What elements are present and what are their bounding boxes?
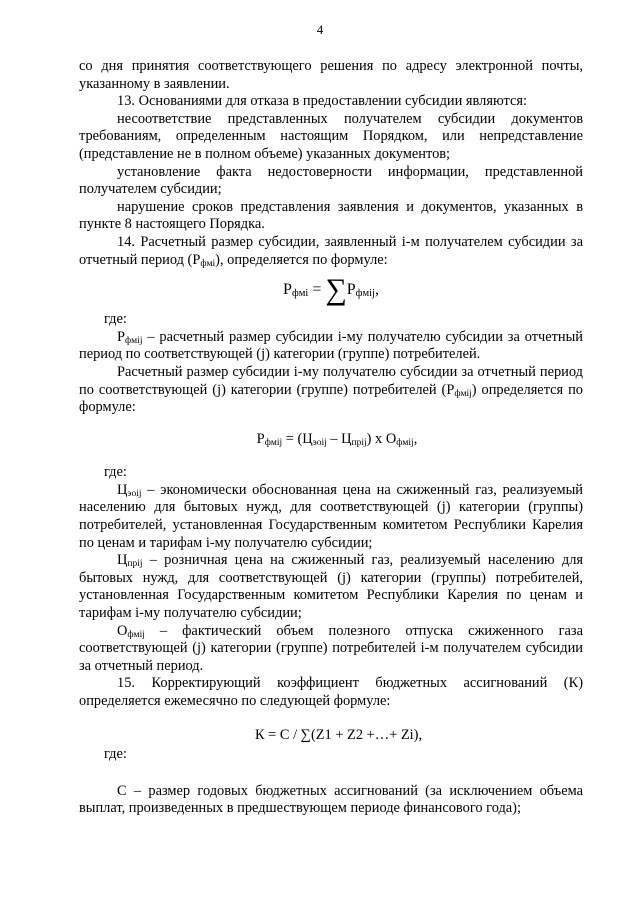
definition-c: С – размер годовых бюджетных ассигнований (за исключением объема выплат, произведенных в предшествующем периоде финансового года); <box>79 782 583 817</box>
paragraph-continuation: со дня принятия соответствующего решения по адресу электронной почты, указанному в заявлении. <box>79 58 583 92</box>
document-body <box>79 58 583 818</box>
formula-category-subsidy: $Р_{фмij} = (Ц_{эоij} - Ц_{прij})$ х $О_{фмij}$, <box>256 430 418 448</box>
paragraph-14: 14. Расчетный размер субсидии, заявленный i-м получателем субсидии за отчетный период $(Р_{фмi})$, определяется по формуле: <box>79 233 583 269</box>
paragraph-13: 13. Основаниями для отказа в предоставлении субсидии являются: <box>117 93 527 110</box>
sigma-symbol: ∑ <box>325 273 347 307</box>
definition-o-fmij: $О_{фмij}$ – фактический объем полезного отпуска сжиженного газа соответствующей (j) категории (группе) потребителей i-м получателем субсидии за отчетный период. <box>79 622 583 674</box>
formula-correction-coefficient: К = С / ∑(Z1 + Z2 +…+ Zi), <box>254 726 423 743</box>
paragraph-refusal-reason-2: установление факта недостоверности информации, представленной получателем субсидии; <box>79 163 583 198</box>
paragraph-refusal-reason-1: несоответствие представленных получателем субсидии документов требованиям, определенным настоящим Порядком, или непредставление (представление не в полном объеме) указанных документов; <box>79 110 583 162</box>
where-label-1: где: <box>104 311 127 328</box>
where-label-3: где: <box>104 746 127 763</box>
paragraph-category-calc: Расчетный размер субсидии i-му получателю субсидии за отчетный период по соответствующей (j) категории (группе) потребителей $(Р_{фмij})$ определяется по формуле: <box>79 363 583 416</box>
formula-subsidy-total: $Р_{фмi} = \sum Р_{фмij}$, <box>283 273 379 307</box>
page-number: 4 <box>316 22 324 37</box>
paragraph-refusal-reason-3: нарушение сроков представления заявления и документов, указанных в пункте 8 настоящего Порядка. <box>79 198 583 233</box>
definition-c-prij: $Ц_{прij}$ – розничная цена на сжиженный газ, реализуемый населению для бытовых нужд, для соответствующей (j) категории (группы) потребителей, установленная Государственным комитетом Республики Карелия по ценам и тарифам i-му получателю субсидии; <box>79 552 583 622</box>
definition-r-fmij: $Р_{фмij}$ – расчетный размер субсидии i-му получателю субсидии за отчетный период по соответствующей (j) категории (группе) потребителей. <box>79 328 583 363</box>
paragraph-15: 15. Корректирующий коэффициент бюджетных ассигнований (К) определяется ежемесячно по следующей формуле: <box>79 675 583 709</box>
definition-c-eoij: $Ц_{эоij}$ – экономически обоснованная цена на сжиженный газ, реализуемый населению для бытовых нужд, для соответствующей (j) категории (группы) потребителей, установленная Государственным комитетом Республики Карелия по ценам и тарифам i-му получателю субсидии; <box>79 481 583 551</box>
where-label-2: где: <box>104 464 127 481</box>
